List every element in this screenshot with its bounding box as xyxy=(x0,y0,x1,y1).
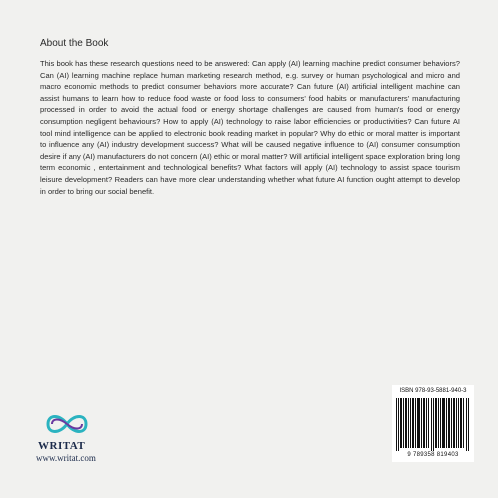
publisher-url[interactable]: www.writat.com xyxy=(36,453,96,463)
book-description: This book has these research questions need to be answered: Can apply (AI) learning machine predict consumer behaviors? Can (AI) learning machine replace human marketing research method, e.g. survey or human psychological and micro and macro economic methods to predict consumer behaviors more accurate? Can future (AI) artificial intelligent machine can assist humans to learn how to reduce food waste or food loss to consumers' food habits or manufacturers' manufacturing processed in order to avoid the actual food or energy shortage challenges are caused from human's food or energy consumption negligent behaviours? How to apply (AI) technology to raise labor efficiencies or productivities? Can future AI tool mind intelligence can be applied to electronic book reading market in popular? Why do ethic or moral matter is important to influence any (AI) industry development success? What will be caused negative influence to (AI) consumer consumption desire if any (AI) manufacturers do not concern (AI) ethic or moral matter? Will artificial intelligent space exploration bring long term economic , entertainment and technological benefits? What factors will apply (AI) technology to assist space tourism leisure development? Readers can have more clear understanding whether what future AI function ought attempt to develop in order to bring our social benefit. xyxy=(40,59,460,196)
isbn-label: ISBN 978-93-5881-940-3 xyxy=(399,388,467,394)
page-title: About the Book xyxy=(40,38,109,49)
barcode-digits: 9 789358 819403 xyxy=(407,452,459,458)
barcode-icon xyxy=(396,398,470,451)
infinity-logo-icon xyxy=(42,404,92,440)
publisher-logo xyxy=(36,404,136,440)
publisher-name: WRITAT xyxy=(38,440,86,452)
isbn-barcode xyxy=(392,385,474,462)
